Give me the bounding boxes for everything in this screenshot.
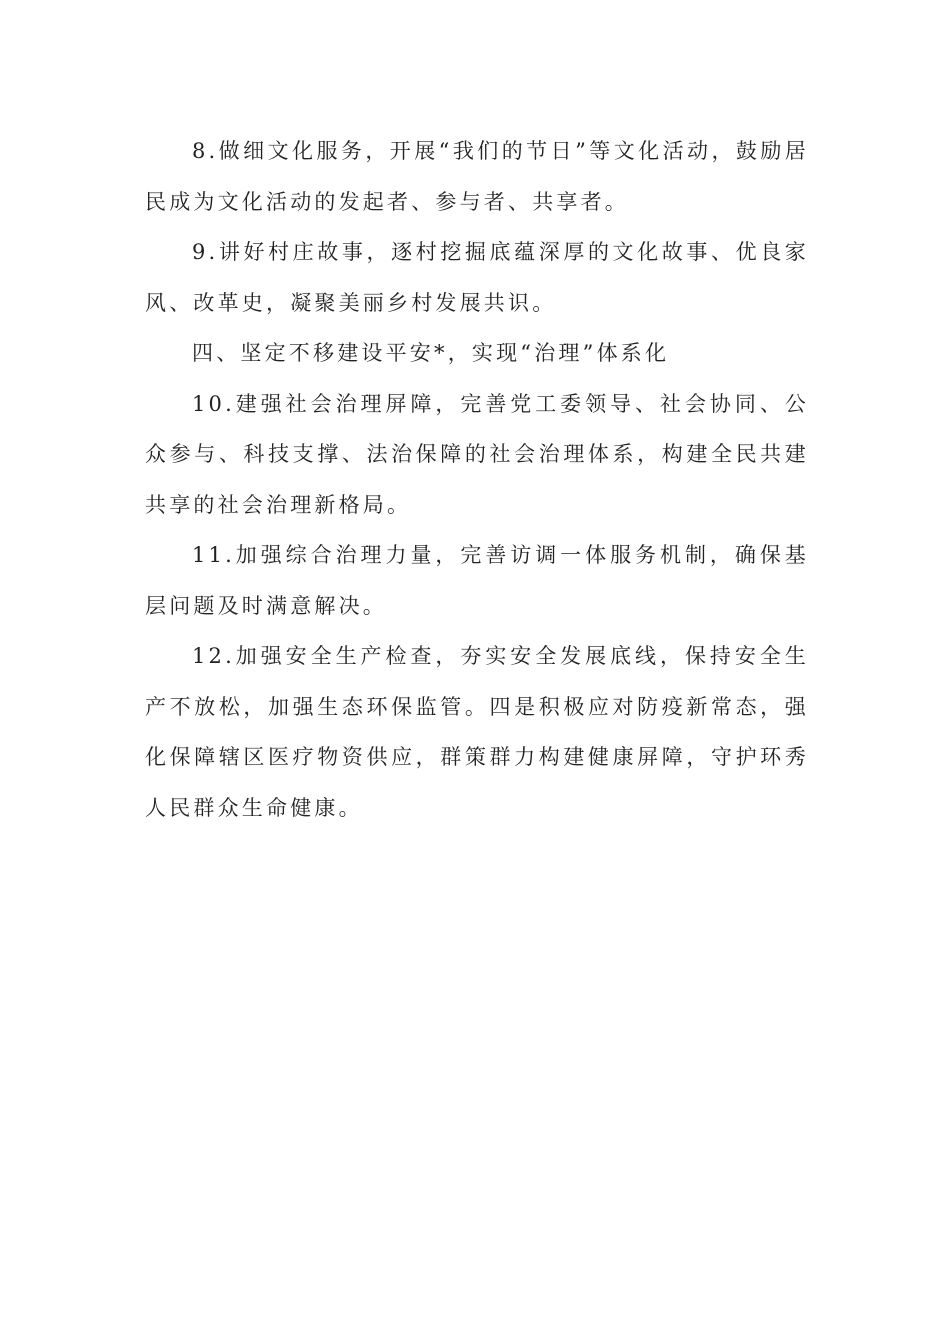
paragraph-10: 10.建强社会治理屏障，完善党工委领导、社会协同、公众参与、科技支撑、法治保障的社会治理体系，构建全民共建共享的社会治理新格局。 — [145, 391, 809, 517]
paragraph-11: 11.加强综合治理力量，完善访调一体服务机制，确保基层问题及时满意解决。 — [145, 543, 809, 618]
paragraph-12: 12.加强安全生产检查，夯实安全发展底线，保持安全生产不放松，加强生态环保监管。四是积极应对防疫新常态，强化保障辖区医疗物资供应，群策群力构建健康屏障，守护环秀人民群众生命健康。 — [145, 644, 809, 820]
paragraph-8: 8.做细文化服务，开展“我们的节日”等文化活动，鼓励居民成为文化活动的发起者、参与者、共享者。 — [145, 139, 809, 214]
section-heading-4: 四、坚定不移建设平安*，实现“治理”体系化 — [192, 341, 670, 365]
paragraph-9: 9.讲好村庄故事，逐村挖掘底蕴深厚的文化故事、优良家风、改革史，凝聚美丽乡村发展共识。 — [145, 240, 809, 315]
document-body — [145, 126, 809, 833]
